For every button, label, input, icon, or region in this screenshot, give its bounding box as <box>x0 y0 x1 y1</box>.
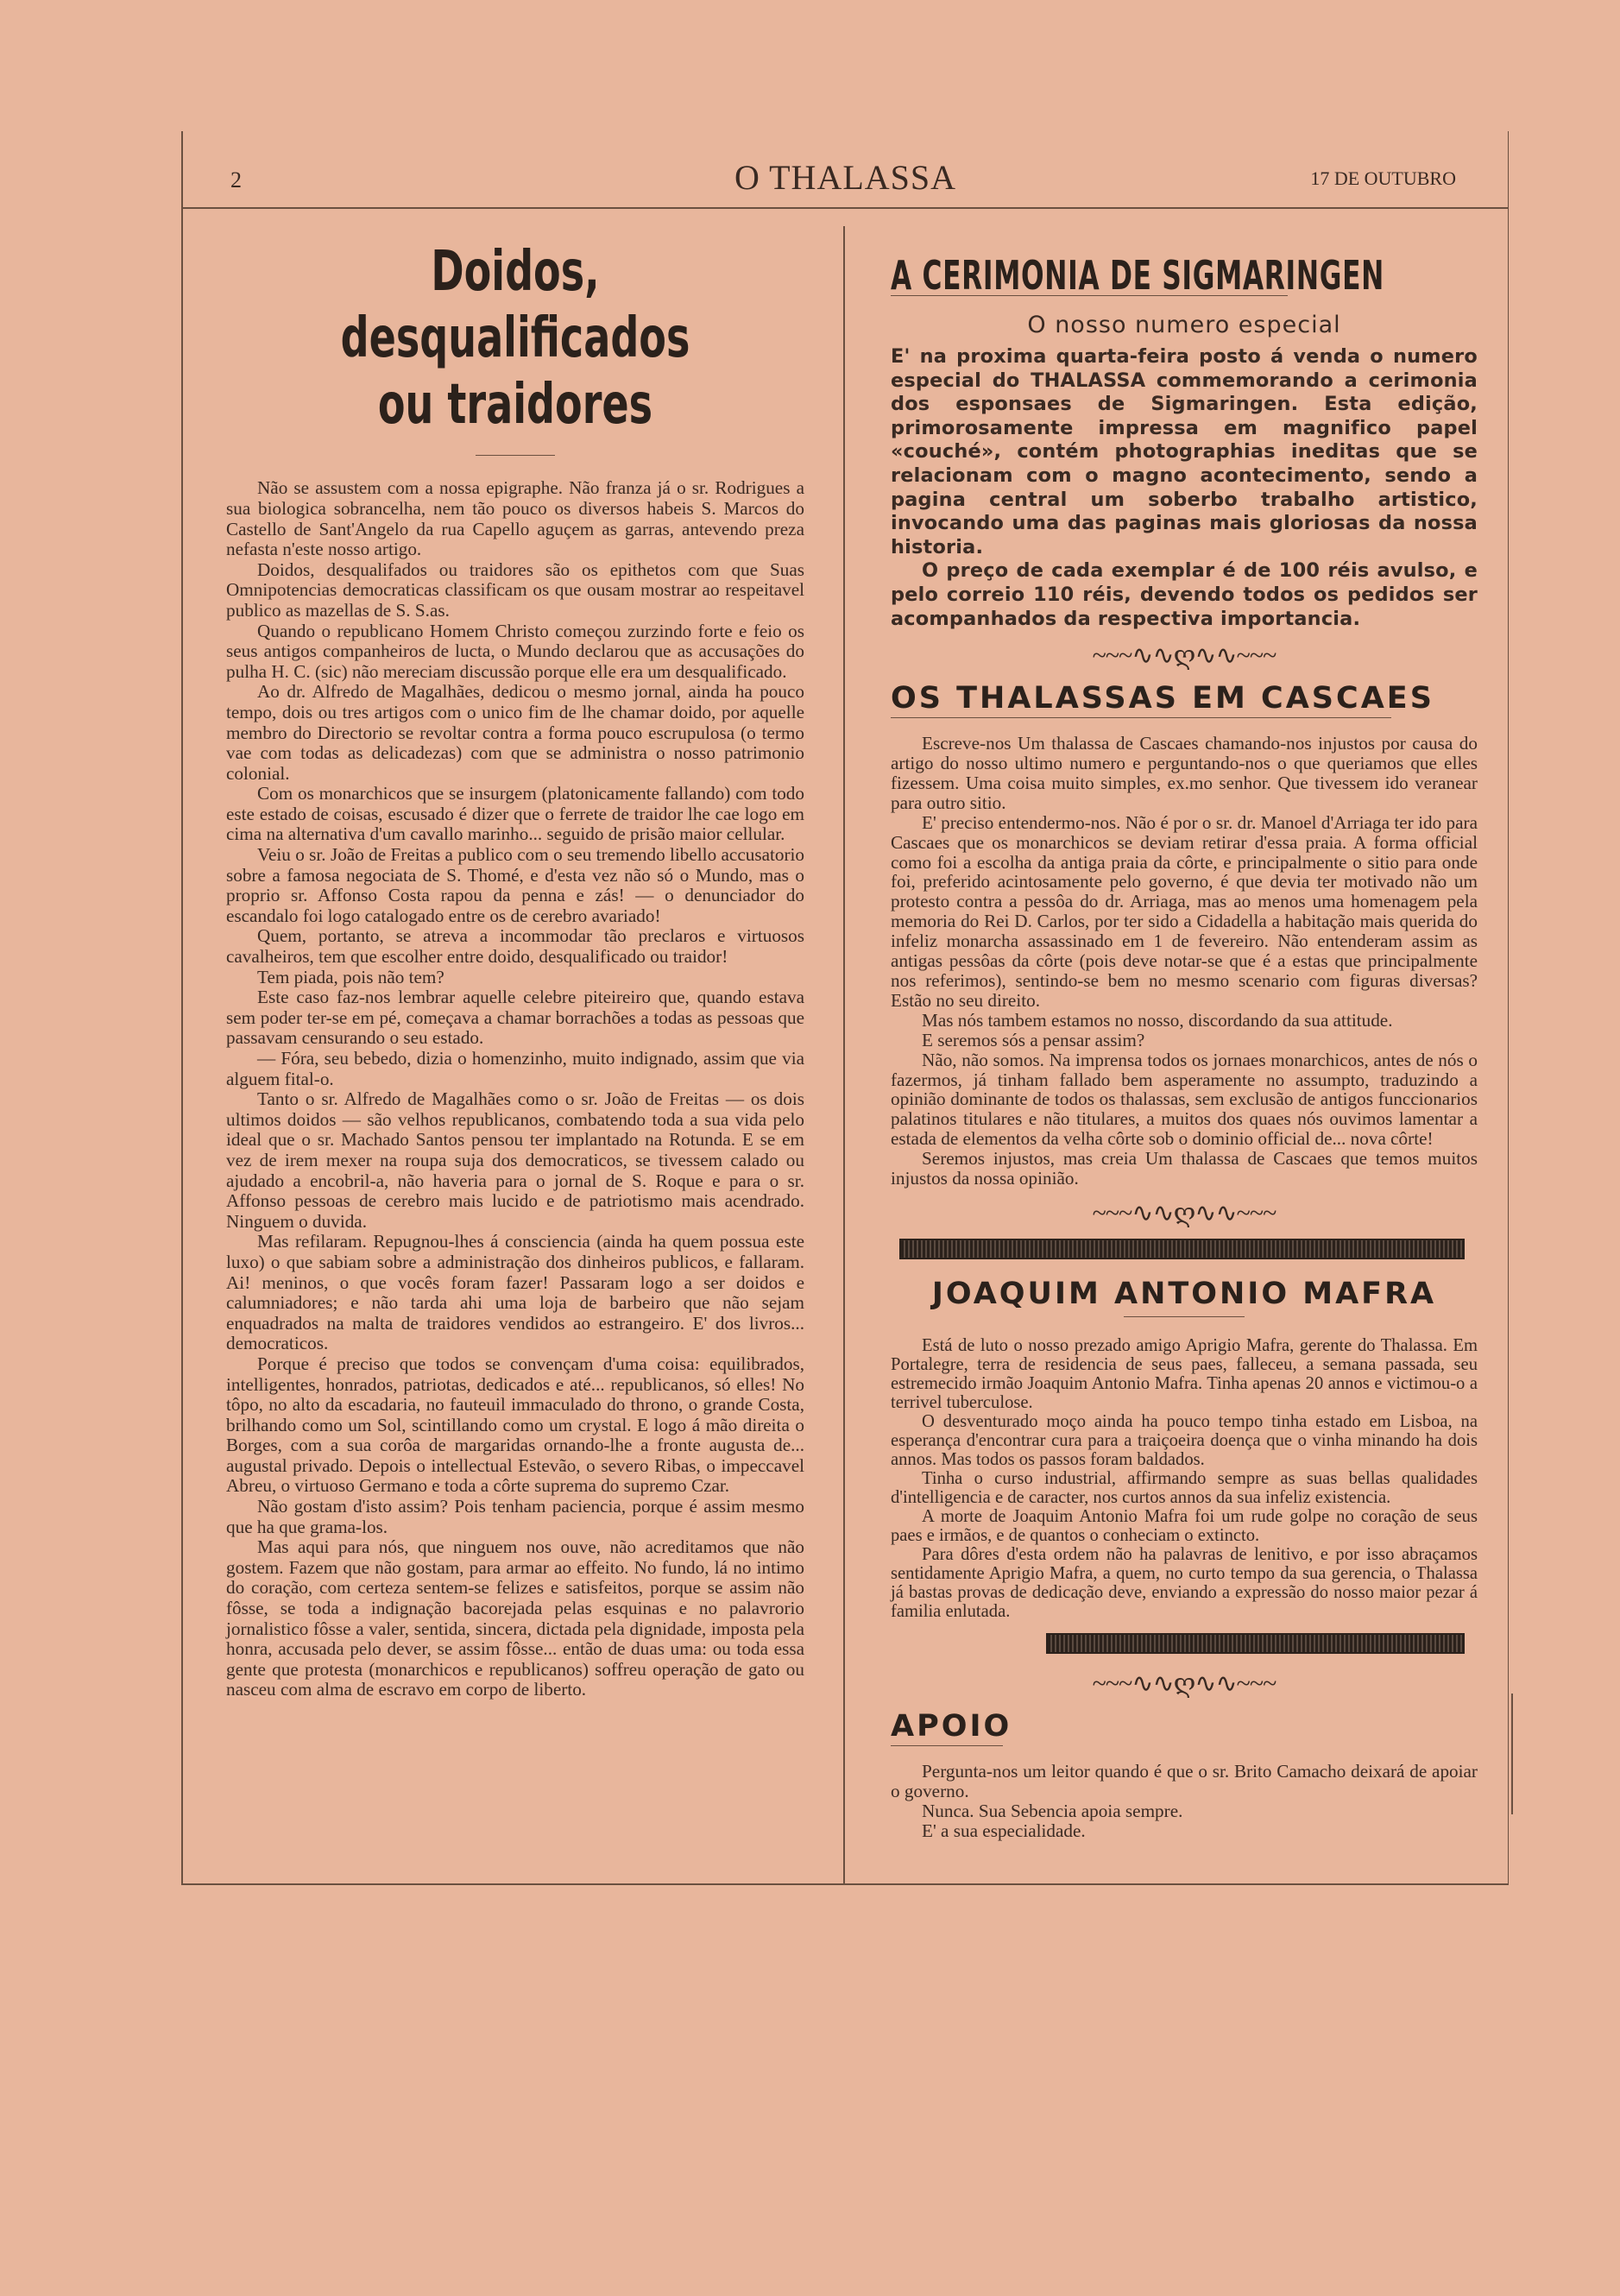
cascaes-paragraph: Seremos injustos, mas creia Um thalassa de Cascaes que temos muitos injustos da nossa opinião. <box>891 1148 1478 1189</box>
headline-line-2: ou traidores <box>377 372 653 437</box>
cascaes-paragraph: E seremos sós a pensar assim? <box>922 1029 1145 1050</box>
article-paragraph: Mas aqui para nós, que ninguem nos ouve, não acreditamos que não gostem. Fazem que não gostam, para armar ao effeito. No fundo, lá no intimo do coração, com certeza sentem-se felizes e satisfeitos, porque se assim não fôsse, se toda a indignação bacorejada pelas esquinas e no palavrorio jornalistico fôsse a valer, sentida, sincera, dictada pela dignidade, imposta pela honra, accusada pelo dever, se assim fôsse... então de duas uma: ou toda essa gente que protesta (monarchicos e republicanos) soffreu operação de gato ou nasceu com alma de escravo em corpo de liberto. <box>226 1536 804 1700</box>
article-body <box>226 478 804 1700</box>
headline-rule <box>476 455 555 456</box>
newspaper-page <box>181 131 1509 1885</box>
right-margin-rule <box>1511 1694 1513 1814</box>
obituary-paragraph: Está de luto o nosso prezado amigo Aprigio Mafra, gerente do Thalassa. Em Portalegre, terra de residencia de seus paes, falleceu, a semana passada, seu estremecido irmão Joaquim Antonio Mafra. Tinha apenas 20 annos e victimou-o a terrivel tuberculose. <box>891 1335 1478 1412</box>
apoio-title: APOIO <box>891 1708 1012 1744</box>
cascaes-paragraph: Mas nós tambem estamos no nosso, discordando da sua attitude. <box>922 1009 1393 1031</box>
ornament-divider: ~~~∿∿ღ∿∿~~~ <box>1092 1668 1276 1698</box>
apoio-paragraph: Pergunta-nos um leitor quando é que o sr. Brito Camacho deixará de apoiar o governo. <box>891 1760 1478 1801</box>
obituary-paragraph: A morte de Joaquim Antonio Mafra foi um rude golpe no coração de seus paes e irmãos, e de quantos o conheciam o extincto. <box>891 1506 1478 1545</box>
article-paragraph: Porque é preciso que todos se convençam d'uma coisa: equilibrados, intelligentes, honrados, patriotas, dedicados e até... republicanos, só elles! No tôpo, no alto da escadaria, no fauteuil immaculado do throno, o grande Costa, brilhando como um Sol, scintillando como um crystal. E logo á mão direita o Borges, com a sua corôa de margaridas ornando-lhe a fronte augusta de... augustal privado. Depois o intellectual Estevão, o severo Ribas, o impeccavel Abreu, o virtuoso Germano e toda a côrte suprema do supremo Czar. <box>226 1353 804 1497</box>
mourning-bar-top <box>899 1239 1465 1259</box>
article-paragraph: Tanto o sr. Alfredo de Magalhães como o sr. João de Freitas — os dois ultimos doidos — são velhos republicanos, combatendo toda a sua vida pelo ideal que o sr. Machado Santos pensou ter implantado na Rotunda. E se em vez de irem mexer na roupa suja dos democraticos, se tivessem calado ou ajudado a encobril-a, não haveria para o jornal de S. Roque e para o sr. Affonso pessoas de cerebro mais lucido e de patriotismo mais acendrado. Ninguem o duvida. <box>226 1088 804 1232</box>
apoio-title-rule <box>891 1745 1003 1746</box>
article-paragraph: Veiu o sr. João de Freitas a publico com o seu tremendo libello accusatorio sobre a famosa negociata de S. Thomé, e d'esta vez não só o Mundo, mas o proprio sr. Affonso Costa rapou da penna e zás! — o denunciador do escandalo foi logo catalogado entre os de cerebro avariado! <box>226 844 804 926</box>
obituary-title-rule <box>1124 1316 1245 1317</box>
page-number: 2 <box>230 167 242 192</box>
obituary-paragraph: Tinha o curso industrial, affirmando sempre as suas bellas qualidades d'intelligencia e de caracter, nos curtos annos da sua infeliz existencia. <box>891 1468 1478 1507</box>
obituary-body <box>891 1336 1478 1621</box>
headline-line-1: Doidos, desqualificados <box>340 240 690 370</box>
ceremony-title: A CERIMONIA DE SIGMARINGEN <box>891 252 1384 299</box>
obituary-paragraph: O desventurado moço ainda ha pouco tempo tinha estado em Lisboa, na esperança d'encontrar cura para a traiçoeira doença que o vinha minando ha dois annos. Mas todos os passos foram baldados. <box>891 1411 1478 1469</box>
obituary-paragraph: Para dôres d'esta ordem não ha palavras de lenitivo, e por isso abraçamos sentidamente Aprigio Mafra, a quem, no curto tempo da sua gerencia, o Thalassa já bastas provas de dedicação deve, enviando a expressão do nosso maior pezar á familia enlutada. <box>891 1544 1478 1621</box>
apoio-paragraph: E' a sua especialidade. <box>922 1820 1086 1841</box>
cascaes-paragraph: Não, não somos. Na imprensa todos os jornaes monarchicos, antes de nós o fazermos, já tinham fallado bem asperamente no assumpto, traduzindo a opinião dominante de todos os thalassas, sem exclusão de antigos funccionarios palatinos titulares e não titulares, a muitos dos quaes nós ouvimos lamentar a estada de elementos da velha côrte sob o dominio official de... nova côrte! <box>891 1049 1478 1150</box>
masthead-title: O THALASSA <box>734 158 957 197</box>
article-paragraph: Tem piada, pois não tem? <box>257 966 444 987</box>
cascaes-body <box>891 734 1478 1189</box>
cascaes-paragraph: Escreve-nos Um thalassa de Cascaes chamando-nos injustos por causa do artigo do nosso ultimo numero e perguntando-nos o que queriamos que elles fizessem. Uma coisa muito simples, ex.mo senhor. Que tivessem ido veranear para outro sitio. <box>891 733 1478 813</box>
obituary-title: JOAQUIM ANTONIO MAFRA <box>931 1276 1437 1311</box>
article-paragraph: — Fóra, seu bebedo, dizia o homenzinho, muito indignado, assim que via alguem fital-o. <box>226 1048 804 1089</box>
ceremony-body <box>891 345 1478 631</box>
article-paragraph: Mas refilaram. Repugnou-lhes á consciencia (ainda ha quem possua este luxo) o que sabiam sobre a administração dos dinheiros publicos, e fallaram. Ai! meninos, o que vocês foram fazer! Passaram logo a ser doidos e calumniadores; e não tarda ahi uma loja de barbeiro que não sejam enquadrados na malta de traidores vendidos ao estrangeiro. E' dos livros... democraticos. <box>226 1231 804 1354</box>
apoio-body <box>891 1762 1478 1841</box>
mourning-bar-bottom <box>1046 1633 1465 1654</box>
article-paragraph: Com os monarchicos que se insurgem (platonicamente fallando) com todo este estado de coisas, escusado é dizer que o ferrete de traidor lhe cae logo em cima na alternativa d'um cavallo marinho... seguido de prisão maior cellular. <box>226 783 804 845</box>
ceremony-subtitle: O nosso numero especial <box>1027 312 1341 338</box>
article-paragraph: Quem, portanto, se atreva a incommodar tão preclaros e virtuosos cavalheiros, tem que escolher entre doido, desqualificado ou traidor! <box>226 925 804 968</box>
article-paragraph: Não gostam d'isto assim? Pois tenham paciencia, porque é assim mesmo que ha que grama-los. <box>226 1496 804 1537</box>
issue-date: 17 DE OUTUBRO <box>1310 167 1456 189</box>
article-paragraph: Ao dr. Alfredo de Magalhães, dedicou o mesmo jornal, ainda ha pouco tempo, dois ou tres artigos com o unico fim de lhe chamar doido, por aquelle membro do Directorio se revoltar contra a forma pouco escrupulosa (o termo vae com todas as delicadezas) com que se administra o nosso patrimonio colonial. <box>226 681 804 784</box>
right-column <box>891 252 1478 1841</box>
article-paragraph: Quando o republicano Homem Christo começou zurzindo forte e feio os seus antigos companheiros de lucta, o Mundo declarou que as accusações do pulha H. C. (sic) não mereciam discussão porque elle era um desqualificado. <box>226 620 804 682</box>
ornament-divider: ~~~∿∿ღ∿∿~~~ <box>1092 1198 1276 1227</box>
left-article <box>226 239 804 1700</box>
cascaes-paragraph: E' preciso entendermo-nos. Não é por o sr. dr. Manoel d'Arriaga ter ido para Cascaes que os monarchicos se deviam retirar d'essa praia. A forma official como foi a escolha da antiga praia da côrte, e principalmente o sitio para onde foi, preferido acintosamente pelo governo, é que devia ter motivado não um protesto contra a pessôa do dr. Arriaga, mas ao menos uma homenagem pela memoria do Rei D. Carlos, por ter sido a Cidadella a habitação mais querida do infeliz monarcha assassinado em 1 de fevereiro. Não entenderam assim as antigas pessôas da côrte (pois deve notar-se que é a estas que principalmente nos referimos), sentindo-se bem no mesmo scenario com figuras diversas? Estão no seu direito. <box>891 811 1478 1011</box>
ceremony-paragraph: E' na proxima quarta-feira posto á venda o numero especial do THALASSA commemorando a cerimonia dos esponsaes de Sigmaringen. Esta edição, primorosamente impressa em magnifico papel «couché», contém photographias ineditas que se relacionam com o magno acontecimento, sendo a pagina central um soberbo trabalho artistico, invocando uma das paginas mais gloriosas da nossa historia. <box>891 345 1478 558</box>
header-rule <box>183 207 1508 209</box>
apoio-paragraph: Nunca. Sua Sebencia apoia sempre. <box>922 1800 1183 1821</box>
article-paragraph: Não se assustem com a nossa epigraphe. Não franza já o sr. Rodrigues a sua biologica sobrancelha, nem tão pouco os diversos habeis S. Marcos do Castello de Sant'Angelo da rua Capello aguçem as garras, antevendo preza nefasta n'este nosso artigo. <box>226 477 804 560</box>
article-paragraph: Este caso faz-nos lembrar aquelle celebre piteireiro que, quando estava sem poder ter-se em pé, começava a chamar borrachões a todas as pessoas que passavam censurando o seu estado. <box>226 987 804 1049</box>
cascaes-title-rule <box>891 717 1391 718</box>
ceremony-paragraph: O preço de cada exemplar é de 100 réis avulso, e pelo correio 110 réis, devendo todos os pedidos ser acompanhados da respectiva importancia. <box>891 559 1478 630</box>
article-paragraph: Doidos, desqualifados ou traidores são os epithetos com que Suas Omnipotencias democraticas classificam os que ousam mostrar ao respeitavel publico as mazellas de S. S.as. <box>226 558 804 621</box>
cascaes-title: OS THALASSAS EM CASCAES <box>891 681 1434 716</box>
ornament-divider: ~~~∿∿ღ∿∿~~~ <box>1092 641 1276 671</box>
column-divider <box>843 226 845 1883</box>
